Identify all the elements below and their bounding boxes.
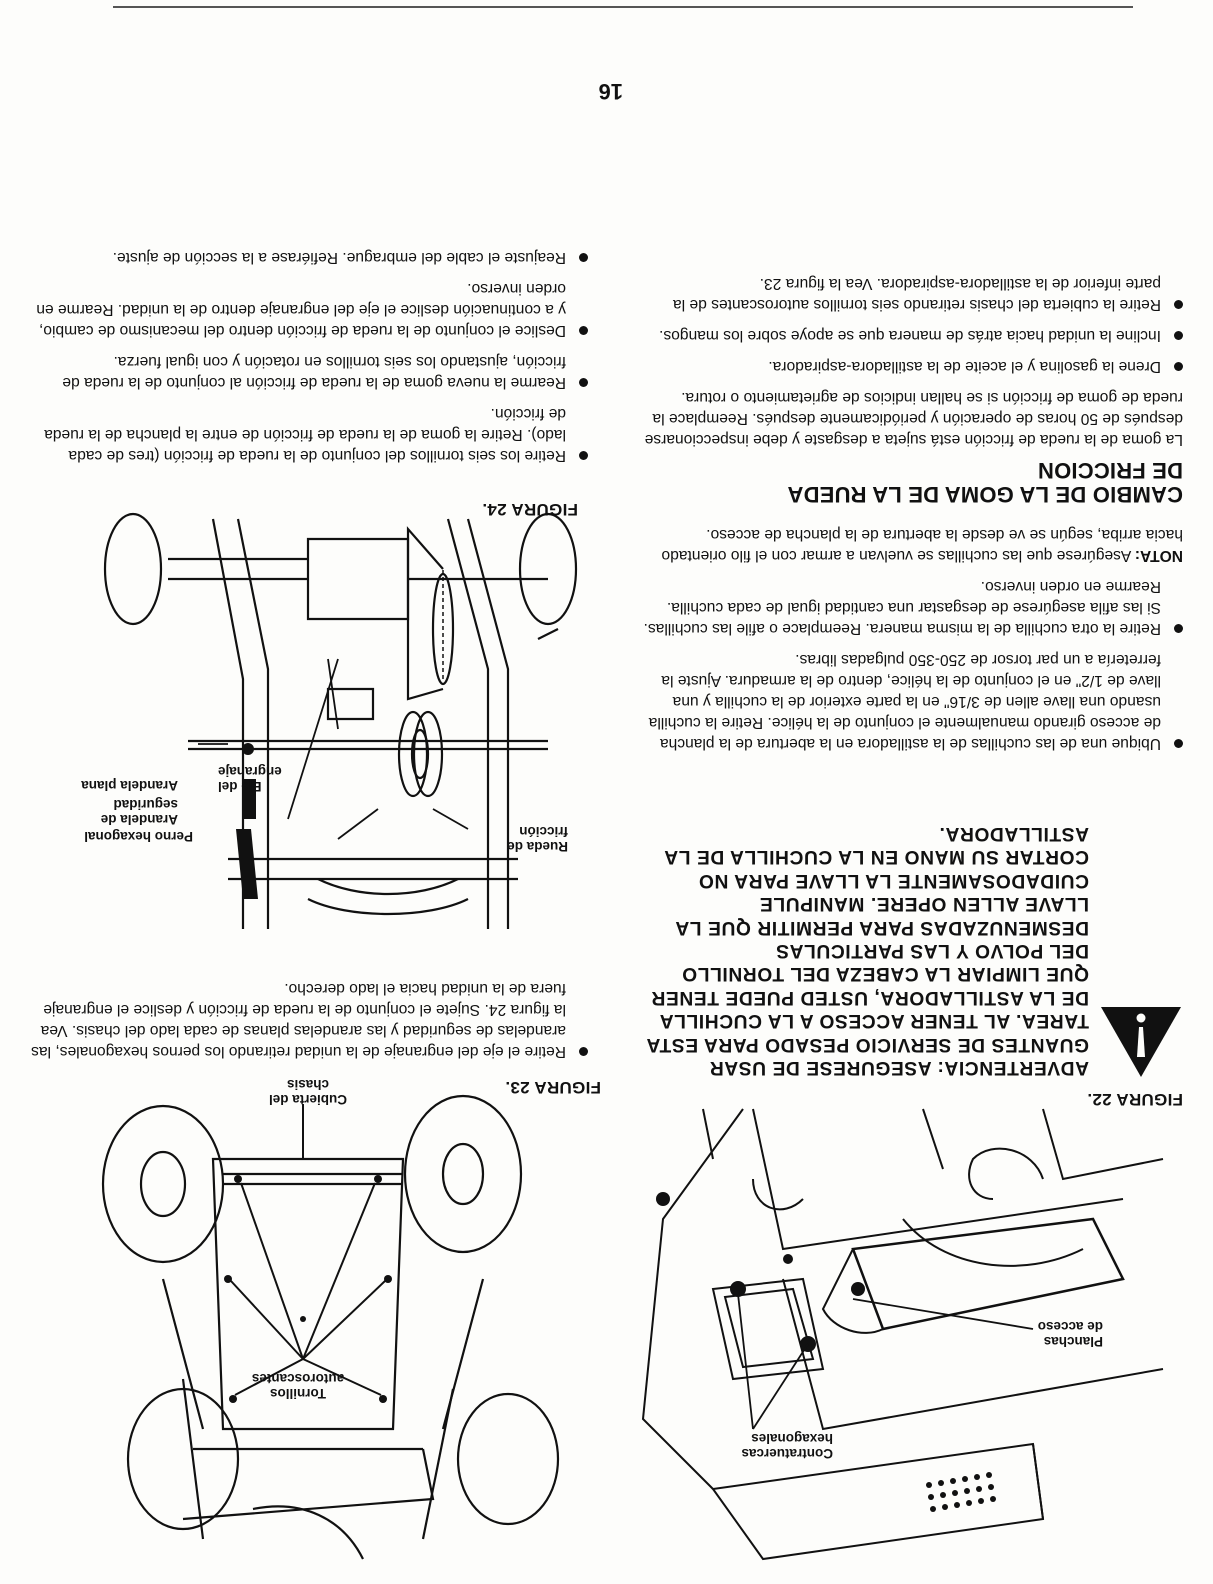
- right-bullet-slide-assembly: Deslice el conjunto de la rueda de fricción dentro del mecanismo de cambio, y a continuación deslice el eje del engranaje dentro de la unidad. Rearme en orden inverso.: [28, 278, 588, 341]
- label-hex-nuts: Contratuercas hexagonales: [741, 1431, 833, 1461]
- label-friction-wheel: Rueda de fricción: [507, 824, 568, 854]
- section-title: CAMBIO DE LA GOMA DE LA RUEDA DE FRICCION: [788, 458, 1183, 507]
- right-column-top: [28, 968, 588, 1062]
- label-flat-washer: Arandela plana: [81, 778, 178, 793]
- figure-23-illustration: [83, 1099, 603, 1579]
- figure-24: [28, 499, 588, 939]
- section-intro: La goma de la rueda de fricción está sujeta a desgaste y debe inspeccionarse después de 50 horas de operación y periódicamente después. Reemplace la rueda de goma de fricción si se hallan indicios de agrietamiento o rotura.: [644, 389, 1183, 448]
- right-column-bottom: [28, 237, 588, 466]
- figure-23-caption: FIGURA 23.: [505, 1078, 601, 1097]
- figure-22-caption: FIGURA 22.: [1087, 1090, 1183, 1109]
- left-bullet-1: Ubique una de las cuchillas de la astilladora en la abertura de la plancha de acceso girando manualmente el conjunto de la hélice. Retire la cuchilla usando una llave allen de 3/16" en la parte exterior de la cuchilla y una llave de 1/2" en el conjunto de la hélice, dentro de la armadura. Ajuste la ferretería a un par torsor de 250-350 pulgadas libras.: [643, 649, 1183, 754]
- warning-text: ADVERTENCIA: ASEGURESE DE USAR GUANTES DE SERVICIO PESADO PARA ESTA TAREA. AL TENER ACCESO A LA CUCHILLA DE LA ASTILLADORA, USTED PUEDE TENER QUE LIMPIAR LA CABEZA DEL TORNILLO DEL POLVO Y LAS PARTICULAS DESMENUZADAS PARA PERMITIR QUE LA LLAVE ALLEN OPERE. MANIPULE CUIDADOSAMENTE LA LLAVE PARA NO CORTAR SU MANO EN LA CUCHILLA DE LA ASTILLADORA.: [646, 822, 1089, 1078]
- left-bullet-2: Retire la otra cuchilla de la misma manera. Reemplace o afile las cuchillas. Si las afila asegúrese de desgastar una cantidad igual de cada cuchilla. Rearme en orden inverso.: [643, 576, 1183, 639]
- right-bullet-readjust-cable: Reajuste el cable del embrague. Refiérase a la sección de ajuste.: [28, 247, 588, 268]
- label-lock-washer: Arandela de seguridad: [100, 797, 178, 827]
- note-paragraph: [643, 524, 1183, 566]
- page-number: 16: [598, 79, 623, 104]
- right-bullet-gear-shaft: Retire el eje del engranaje de la unidad retirando los pernos hexagonales, las arandelas de seguridad y las arandelas planas de cada lado del chasis. Vea la figura 24. Sujete el conjunto de la rueda de fricción y deslice el engranaje fuera de la unidad hacia el lado derecho.: [28, 978, 588, 1062]
- note-label: NOTA:: [1134, 547, 1183, 564]
- label-chassis-cover: Cubierta del chasis: [269, 1077, 348, 1107]
- warning-icon: [1099, 1005, 1183, 1079]
- figure-24-caption: FIGURA 24.: [482, 500, 578, 519]
- right-bullet-reassemble-rubber: Rearme la nueva goma de la rueda de fricción al conjunto de la rueda de fricción, ajustando los seis tornillos en rotación y con igual fuerza.: [28, 351, 588, 393]
- label-access-plates: Planchas de acceso: [1037, 1319, 1103, 1349]
- left-column: [643, 263, 1183, 754]
- label-gear-shaft: Eje del engranaje: [218, 764, 282, 794]
- label-hex-bolt: Perno hexagonal: [84, 829, 193, 844]
- label-self-tapping-screws: Tornillos autoroscantes: [251, 1371, 345, 1401]
- section-bullet-2: Incline la unidad hacia atrás de manera que se apoye sobre los mangos.: [643, 325, 1183, 346]
- figure-23: [83, 1077, 603, 1579]
- note-text: Asegúrese que las cuchillas se vuelvan a armar con el filo orientado hacia arriba, según se ve desde la abertura de la plancha de acceso.: [661, 526, 1183, 564]
- right-bullet-remove-screws: Retire los seis tornillos del conjunto de la rueda de fricción (tres de cada lado). Retire la goma de la rueda de fricción de entre la plancha de la rueda de fricción.: [28, 403, 588, 466]
- figure-24-illustration: [28, 509, 588, 939]
- section-bullet-1: Drene la gasolina y el aceite de la astilladora-aspiradora.: [643, 356, 1183, 377]
- section-bullet-3: Retire la cubierta del chasis retirando seis tornillos autoroscantes de la parte inferior de la astilladora-aspiradora. Vea la figura 23.: [643, 273, 1183, 315]
- scan-edge-line: [113, 6, 1133, 8]
- figure-22: [623, 1090, 1183, 1579]
